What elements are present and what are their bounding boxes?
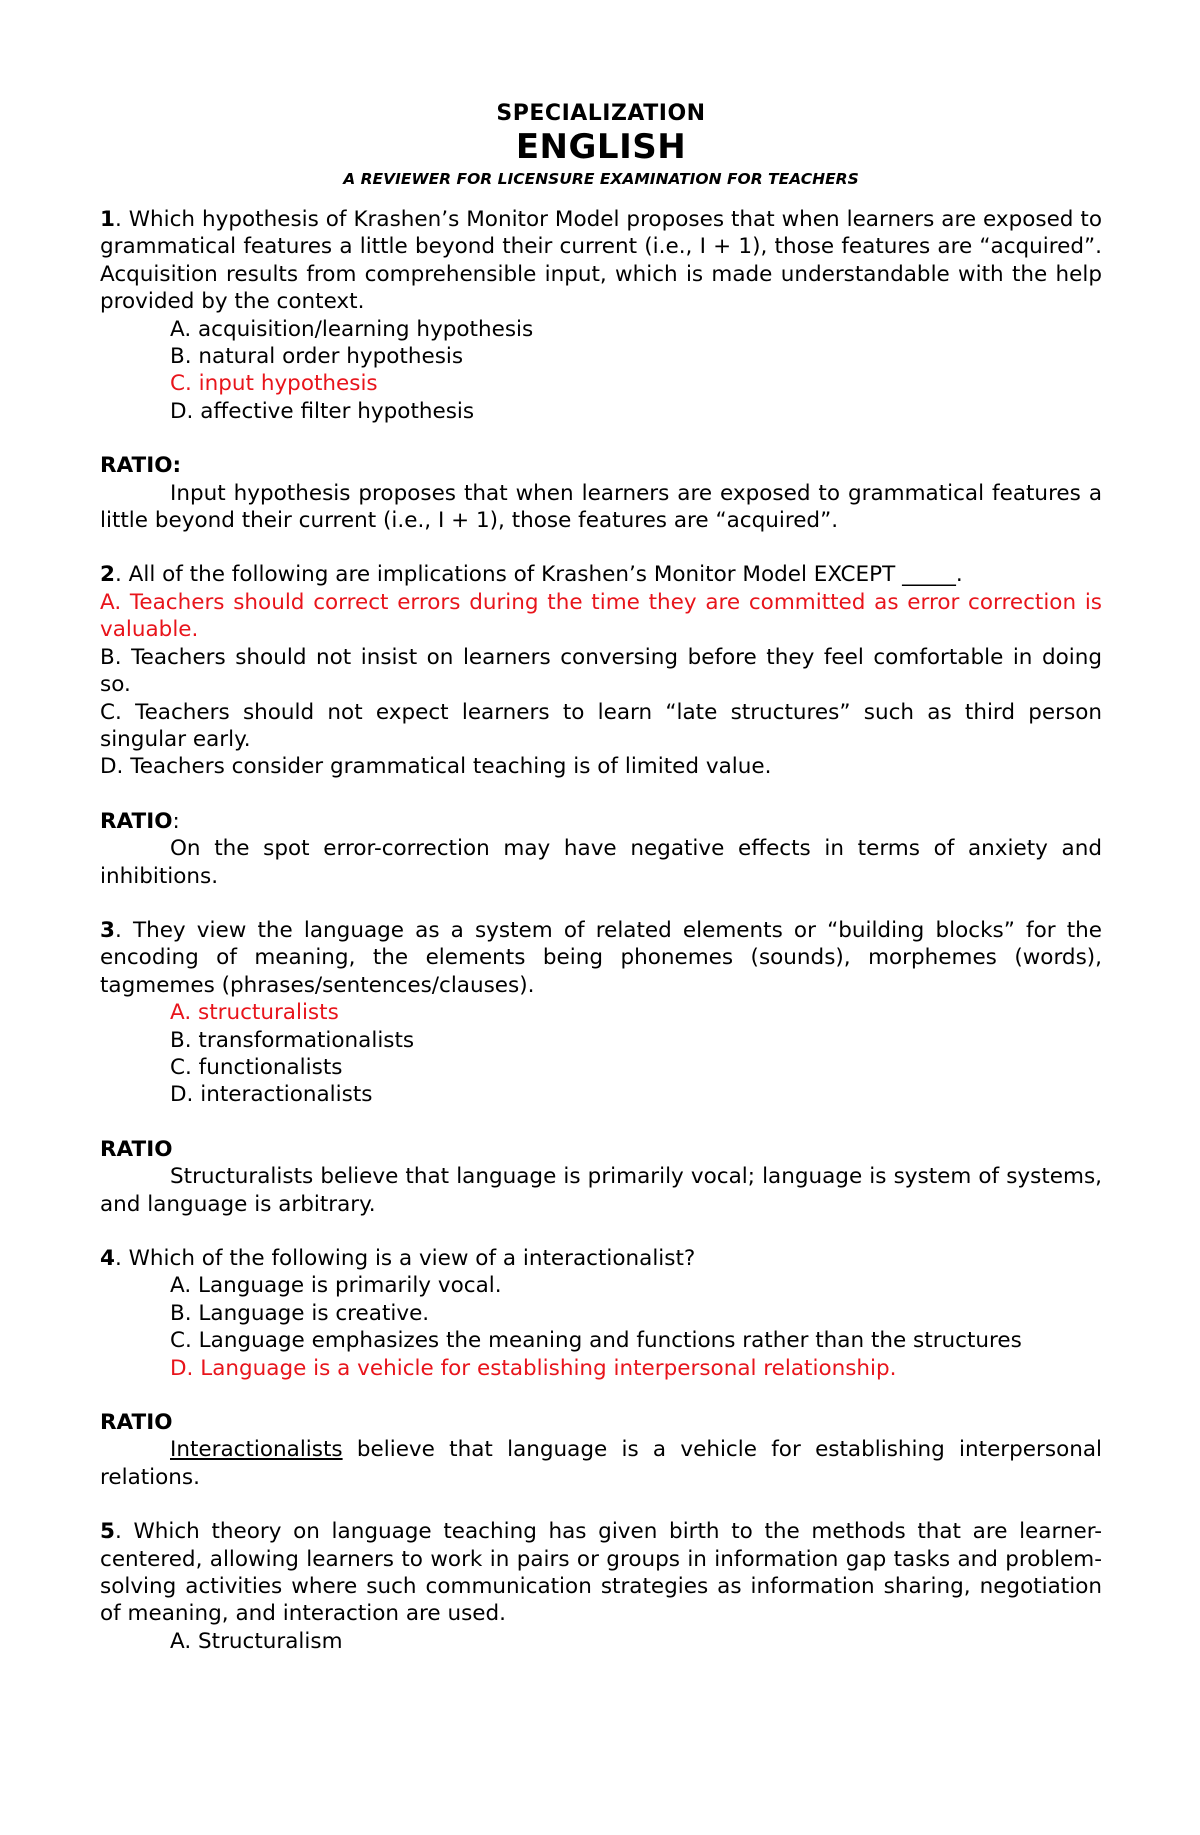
question-text: . Which of the following is a view of a interactionalist? bbox=[114, 1246, 696, 1271]
option-d: D. Teachers consider grammatical teaching is of limited value. bbox=[100, 754, 772, 780]
question-text: . All of the following are implications of Krashen’s Monitor Model EXCEPT _____. bbox=[114, 562, 963, 588]
ratio-text: Structuralists believe that language is primarily vocal; language is system of systems, and language is arbitrary. bbox=[100, 1164, 1102, 1217]
option-a: A. Structuralism bbox=[170, 1628, 343, 1654]
question-text: . They view the language as a system of related elements or “building blocks” for the encoding of meaning, the elements being phonemes (sounds), morphemes (words), tagmemes (phrases/sentences/clauses). bbox=[100, 917, 1102, 998]
option-a-answer: A. Teachers should correct errors during the time they are committed as error correction is valuable. bbox=[100, 589, 1102, 643]
option-c: C. Language emphasizes the meaning and functions rather than the structures bbox=[170, 1328, 1022, 1354]
option-a: A. Language is primarily vocal. bbox=[170, 1273, 502, 1299]
ratio-term: Interactionalists bbox=[170, 1437, 343, 1463]
option-b: B. transformationalists bbox=[170, 1027, 415, 1053]
question-number: 3 bbox=[100, 917, 115, 943]
option-d-answer: D. Language is a vehicle for establishing interpersonal relationship. bbox=[170, 1355, 897, 1381]
option-b: B. Teachers should not insist on learners conversing before they feel comfortable in doing so. bbox=[100, 644, 1102, 698]
question-number: 1 bbox=[100, 207, 115, 232]
question-2-stem bbox=[100, 561, 1102, 588]
ratio-colon: : bbox=[172, 808, 180, 834]
option-d: D. interactionalists bbox=[170, 1082, 373, 1108]
option-b: B. natural order hypothesis bbox=[170, 344, 464, 370]
header bbox=[100, 100, 1102, 190]
ratio-label: RATIO bbox=[100, 808, 173, 834]
option-a-answer: A. structuralists bbox=[170, 1000, 339, 1026]
ratio-label: RATIO bbox=[100, 1410, 173, 1436]
option-c-answer: C. input hypothesis bbox=[170, 371, 378, 397]
header-specialization: SPECIALIZATION bbox=[496, 101, 706, 126]
ratio-label: RATIO bbox=[100, 1136, 173, 1162]
question-number: 2 bbox=[100, 562, 115, 588]
ratio-text-rest: believe that language is a vehicle for establishing interpersonal relations. bbox=[100, 1437, 1102, 1490]
ratio-text: Input hypothesis proposes that when learners are exposed to grammatical features a little beyond their current (i.e., I + 1), those features are “acquired”. bbox=[100, 480, 1102, 534]
question-text: . Which theory on language teaching has given birth to the methods that are learner-centered, allowing learners to work in pairs or groups in information gap tasks and problem-solving activities where such communication strategies as information sharing, negotiation of meaning, and interaction are used. bbox=[100, 1519, 1102, 1627]
option-b: B. Language is creative. bbox=[170, 1300, 430, 1326]
question-1-stem bbox=[100, 206, 1102, 316]
document-body bbox=[100, 206, 1102, 1655]
question-5-stem bbox=[100, 1518, 1102, 1628]
header-subtitle: A REVIEWER FOR LICENSURE EXAMINATION FOR TEACHERS bbox=[343, 170, 859, 188]
option-c: C. functionalists bbox=[170, 1054, 343, 1080]
question-number: 5 bbox=[100, 1519, 115, 1545]
question-text: . Which hypothesis of Krashen’s Monitor Model proposes that when learners are exposed to grammatical features a little beyond their current (i.e., I + 1), those features are “acquired”. Acquisition results from comprehensible input, which is made understandable with the help provided by the context. bbox=[100, 207, 1102, 315]
question-number: 4 bbox=[100, 1246, 115, 1271]
option-a: A. acquisition/learning hypothesis bbox=[170, 316, 534, 342]
ratio-label: RATIO: bbox=[100, 453, 182, 479]
question-4-stem bbox=[100, 1245, 1102, 1272]
ratio-text bbox=[100, 1436, 1102, 1491]
ratio-text: On the spot error-correction may have negative effects in terms of anxiety and inhibitions. bbox=[100, 836, 1102, 889]
question-3-stem bbox=[100, 917, 1102, 999]
option-d: D. affective filter hypothesis bbox=[170, 398, 475, 424]
header-subject: ENGLISH bbox=[515, 127, 687, 167]
option-c: C. Teachers should not expect learners to learn “late structures” such as third person singular early. bbox=[100, 699, 1102, 752]
ratio-heading bbox=[100, 808, 1102, 835]
